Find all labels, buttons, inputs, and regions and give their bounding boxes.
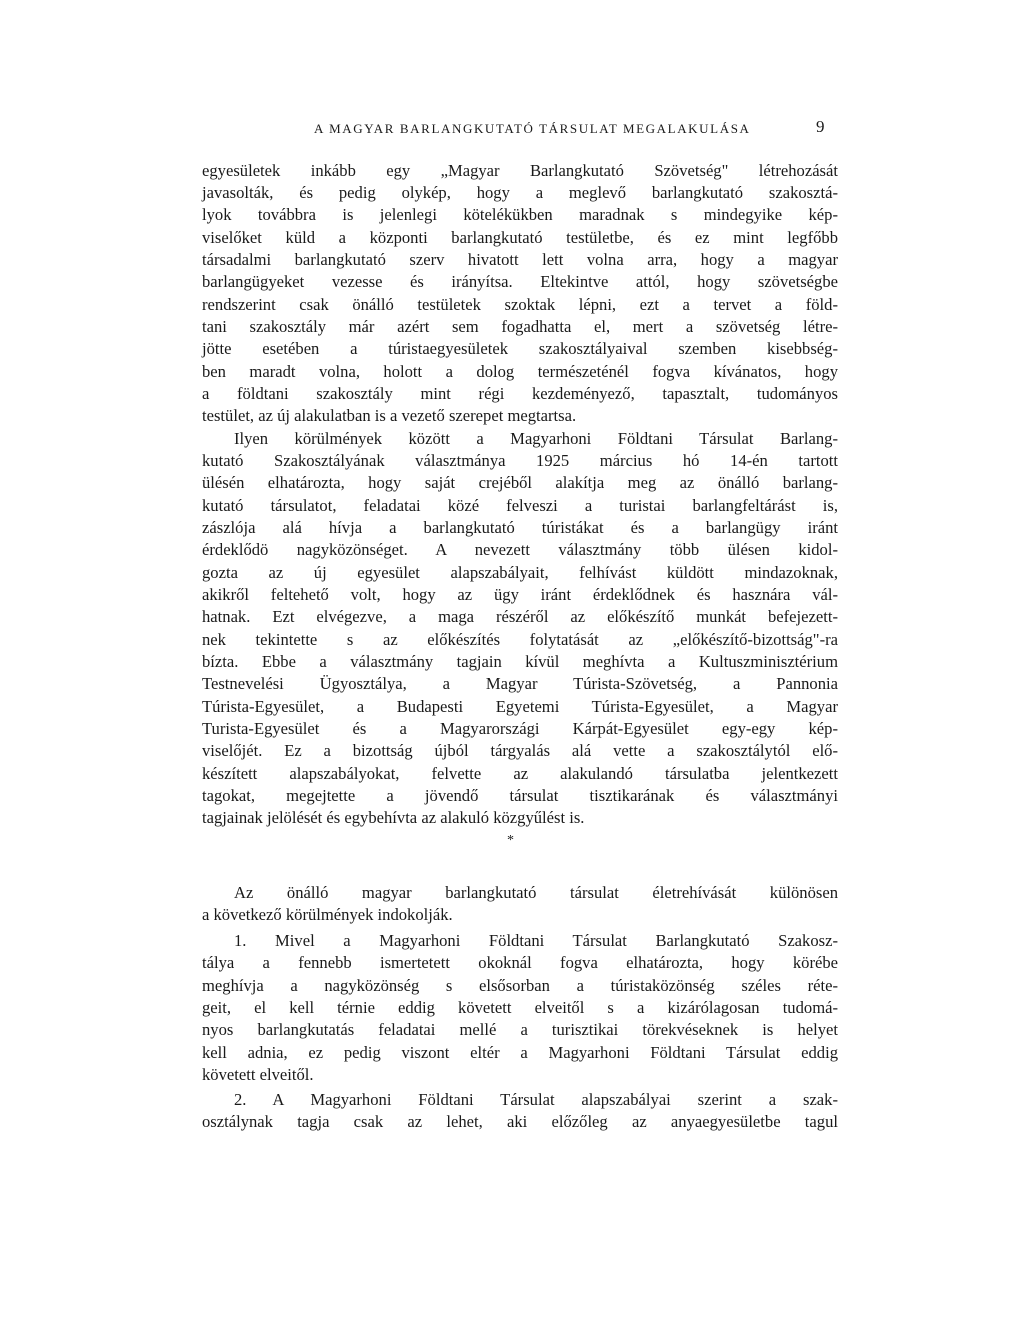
text-line: Turista-Egyesület és a Magyarországi Kárpát-Egyesület egy-egy kép- xyxy=(202,719,838,738)
text-line: kell adnia, ez pedig viszont eltér a Magyarhoni Földtani Társulat eddig xyxy=(202,1043,838,1062)
text-line: viselőjét. Ez a bizottság újból tárgyalás alá vette a szakosztálytól elő- xyxy=(202,741,838,760)
text-line: Túrista-Egyesület, a Budapesti Egyetemi Túrista-Egyesület, a Magyar xyxy=(202,697,838,716)
text-line: zászlója alá hívja a barlangkutató túristákat és a barlangügy iránt xyxy=(202,518,838,537)
text-line: jötte esetében a túristaegyesületek szakosztályaival szemben kisebbség- xyxy=(202,339,838,358)
text-line: tagokat, megejtette a jövendő társulat tisztikarának és választmányi xyxy=(202,786,838,805)
text-line: készített alapszabályokat, felvette az alakulandó társulatba jelentkezett xyxy=(202,764,838,783)
text-line: 2. A Magyarhoni Földtani Társulat alapszabályai szerint a szak- xyxy=(234,1090,838,1109)
text-line: a földtani szakosztály mint régi kezdeményező, tapasztalt, tudományos xyxy=(202,384,838,403)
text-line: hatnak. Ezt elvégezve, a maga részéről az előkészítő munkát befejezett- xyxy=(202,607,838,626)
text-line: Az önálló magyar barlangkutató társulat életrehívását különösen xyxy=(234,883,838,902)
text-line: nyos barlangkutatás feladatai mellé a turisztikai törekvéseknek is helyet xyxy=(202,1020,838,1039)
text-line: Testnevelési Ügyosztálya, a Magyar Túrista-Szövetség, a Pannonia xyxy=(202,674,838,693)
text-line: Ilyen körülmények között a Magyarhoni Földtani Társulat Barlang- xyxy=(234,429,838,448)
running-head: A MAGYAR BARLANGKUTATÓ TÁRSULAT MEGALAKULÁSA xyxy=(314,121,751,136)
text-line: tálya a fennebb ismertetett okoknál fogva elhatározta, hogy körébe xyxy=(202,953,838,972)
text-line: érdeklődö nagyközönséget. A nevezett választmány több ülésen kidol- xyxy=(202,540,838,559)
text-line: viselőket küld a központi barlangkutató testületbe, és ez mint legfőbb xyxy=(202,228,838,247)
text-line: tagjainak jelölését és egybehívta az alakuló közgyűlést is. xyxy=(202,808,585,827)
text-line: egyesületek inkább egy „Magyar Barlangkutató Szövetség" létrehozását xyxy=(202,161,838,180)
text-line: geit, el kell térnie eddig követett elveitől s a kizárólagosan tudomá- xyxy=(202,998,838,1017)
text-line: rendszerint csak önálló testületek szoktak lépni, ezt a tervet a föld- xyxy=(202,295,838,314)
text-line: tani szakosztály már azért sem fogadhatta el, mert a szövetség létre- xyxy=(202,317,838,336)
text-line: követett elveitől. xyxy=(202,1065,314,1084)
text-line: gozta az új egyesület alapszabályait, felhívást küldött mindazoknak, xyxy=(202,563,838,582)
text-line: testület, az új alakulatban is a vezető szerepet megtartsa. xyxy=(202,406,577,425)
text-line: ülésén elhatározta, hogy saját crejéből alakítja meg az önálló barlang- xyxy=(202,473,838,492)
text-line: nek tekintette s az előkészítés folytatását az „előkészítő-bizottság"-ra xyxy=(202,630,838,649)
text-line: osztálynak tagja csak az lehet, aki előzőleg az anyaegyesületbe tagul xyxy=(202,1112,838,1131)
text-line: társadalmi barlangkutató szerv hivatott lett volna arra, hogy a magyar xyxy=(202,250,838,269)
text-line: kutató társulatot, feladatai közé felveszi a turistai barlangfeltárást is, xyxy=(202,496,838,515)
text-line: meghívja a nagyközönség s elsősorban a túristaközönség széles réte- xyxy=(202,976,838,995)
text-line: akikről feltehető volt, hogy az ügy iránt érdeklődnek és hasznára vál- xyxy=(202,585,838,604)
text-line: 1. Mivel a Magyarhoni Földtani Társulat Barlangkutató Szakosz- xyxy=(234,931,838,950)
text-line: lyok továbbra is jelenlegi kötelékükben maradnak s mindegyike kép- xyxy=(202,205,838,224)
text-line: barlangügyeket vezesse és irányítsa. Eltekintve attól, hogy szövetségbe xyxy=(202,272,838,291)
text-line: a következő körülmények indokolják. xyxy=(202,905,453,924)
text-line: bízta. Ebbe a választmány tagjain kívül meghívta a Kultuszminisztérium xyxy=(202,652,838,671)
text-line: kutató Szakosztályának választmánya 1925 március hó 14-én tartott xyxy=(202,451,838,470)
section-divider-asterisk: * xyxy=(507,833,514,848)
text-line: javasolták, és pedig olykép, hogy a meglevő barlangkutató szakosztá- xyxy=(202,183,838,202)
text-line: ben maradt volna, holott a dolog természeténél fogva kívánatos, hogy xyxy=(202,362,838,381)
page-number: 9 xyxy=(816,117,825,136)
